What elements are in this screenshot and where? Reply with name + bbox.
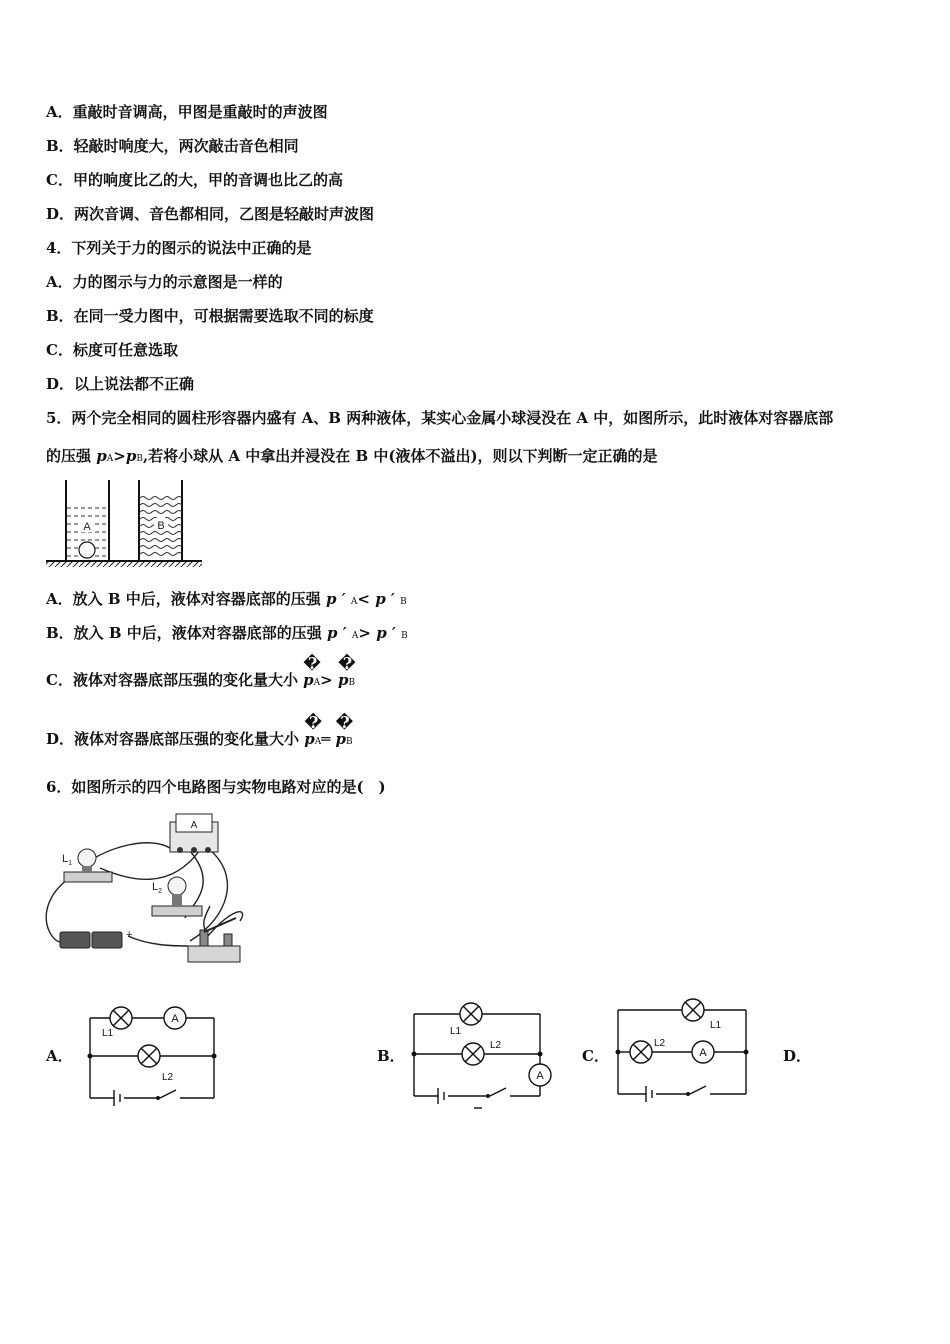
q5-option-a	[46, 589, 407, 612]
switch-device	[188, 918, 240, 962]
ammeter-symbol: A	[699, 1047, 707, 1059]
delta-glyph: � p	[303, 654, 321, 689]
sub-b: B	[348, 678, 356, 688]
l2-label: L2	[490, 1040, 502, 1051]
q3-option-d: D．两次音调、音色都相同，乙图是轻敲时声波图	[46, 205, 375, 223]
battery-plus: +	[126, 929, 133, 941]
q6-option-c-label: C．	[582, 1047, 609, 1065]
circuit-b	[404, 996, 554, 1114]
ammeter-label: A	[190, 820, 198, 831]
l2-label: $L_2$	[152, 881, 163, 895]
lt-symbol: <	[357, 590, 376, 608]
delta-glyph: � p	[335, 713, 354, 748]
q5-containers-figure	[44, 476, 204, 568]
ammeter-symbol: A	[171, 1013, 179, 1025]
q4-option-b: B．在同一受力图中，可根据需要选取不同的标度	[46, 307, 374, 325]
container-a	[66, 480, 109, 560]
label-a: A	[83, 521, 91, 533]
gt-symbol: >	[113, 447, 126, 465]
metal-ball	[79, 542, 95, 558]
q5-stem-pre: 的压强	[46, 447, 97, 465]
gt-symbol: >	[320, 671, 333, 689]
bulb-l2-device	[152, 877, 202, 916]
l1-label: L1	[102, 1028, 114, 1039]
sub-b: B	[346, 737, 353, 747]
container-b	[139, 480, 182, 560]
ammeter-symbol: A	[536, 1070, 544, 1082]
l2-label: L2	[654, 1038, 666, 1049]
p-prime: p ′	[326, 590, 351, 608]
q5-stem-line2	[46, 446, 658, 469]
label-b: B	[157, 520, 165, 532]
q5-option-c-text: C．液体对容器底部压强的变化量大小	[46, 671, 304, 689]
q3-option-c: C．甲的响度比乙的大，甲的音调也比乙的高	[46, 171, 343, 189]
p-prime: p ′	[375, 590, 401, 608]
l1-label: L1	[450, 1026, 462, 1037]
l1-label: $L_1$	[62, 853, 73, 867]
q5-option-c	[46, 654, 356, 693]
q6-physical-circuit	[40, 806, 255, 976]
sub-a: A	[351, 631, 359, 641]
sub-b: B	[401, 631, 408, 641]
sub-b: B	[136, 454, 143, 464]
q5-stem-post: ,若将小球从 A 中拿出并浸没在 B 中(液体不溢出)，则以下判断一定正确的是	[142, 447, 658, 465]
q5-option-a-text: A．放入 B 中后，液体对容器底部的压强	[46, 590, 326, 608]
bulb-l1-device	[62, 849, 112, 882]
battery-device	[60, 929, 132, 948]
p-symbol: p	[125, 447, 137, 465]
l1-label: L1	[710, 1020, 722, 1031]
p-prime: p ′	[376, 624, 402, 642]
eq-symbol: ═	[321, 730, 331, 748]
p-symbol: p	[96, 447, 107, 465]
q6-option-a-label: A．	[46, 1047, 73, 1065]
delta-glyph: � p	[304, 713, 323, 748]
q6-stem: 6．如图所示的四个电路图与实物电路对应的是( )	[46, 778, 386, 796]
q4-option-d: D．以上说法都不正确	[46, 375, 195, 393]
q5-stem-line1: 5．两个完全相同的圆柱形容器内盛有 A、B 两种液体，某实心金属小球浸没在 A 中，如图所示，此时液体对容器底部	[46, 409, 834, 427]
q3-option-b: B．轻敲时响度大，两次敲击音色相同	[46, 137, 299, 155]
sub-b: B	[400, 597, 407, 607]
q5-option-d-text: D．液体对容器底部压强的变化量大小	[46, 730, 305, 748]
gt-symbol: >	[358, 624, 377, 642]
q4-option-c: C．标度可任意选取	[46, 341, 178, 359]
sub-a: A	[313, 678, 321, 688]
q5-option-d	[46, 713, 354, 752]
q6-option-d-label: D．	[783, 1047, 812, 1065]
p-prime: p ′	[327, 624, 352, 642]
l2-label: L2	[162, 1072, 174, 1083]
sub-a: A	[350, 597, 358, 607]
q6-option-b-label: B．	[377, 1047, 405, 1065]
q5-option-b-text: B．放入 B 中后，液体对容器底部的压强	[46, 624, 328, 642]
q5-option-b	[46, 623, 408, 646]
delta-glyph: � p	[337, 654, 356, 689]
q4-stem: 4．下列关于力的图示的说法中正确的是	[46, 239, 312, 257]
ammeter-device	[170, 814, 218, 853]
q3-option-a: A．重敲时音调高，甲图是重敲时的声波图	[46, 103, 328, 121]
sub-a: A	[106, 454, 114, 464]
sub-a: A	[314, 737, 322, 747]
circuit-a	[80, 1000, 225, 1110]
circuit-c	[608, 996, 758, 1108]
q4-option-a: A．力的图示与力的示意图是一样的	[46, 273, 283, 291]
